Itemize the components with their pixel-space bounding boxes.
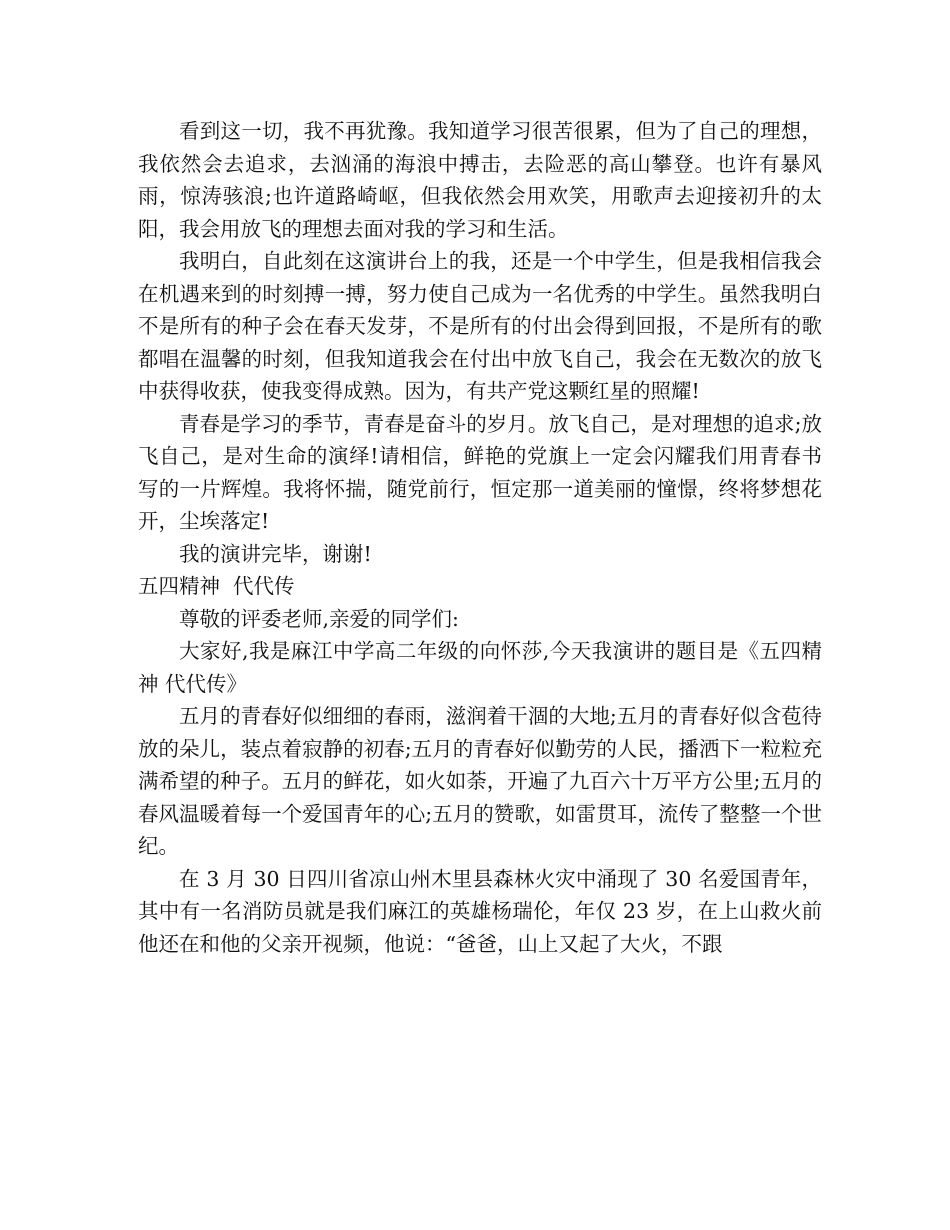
- paragraph: 我的演讲完毕，谢谢!: [179, 541, 372, 566]
- paragraph: 我明白，自此刻在这演讲台上的我，还是一个中学生，但是我相信我会在机遇来到的时刻搏一搏，努力使自己成为一名优秀的中学生。虽然我明白不是所有的种子会在春天发芽，不是所有的付出会得到回报，不是所有的歌都唱在温馨的时刻，但我知道我会在付出中放飞自己，我会在无数次的放飞中获得收获，使我变得成熟。因为，有共产党这颗红星的照耀!: [138, 249, 822, 403]
- document-body: [138, 115, 822, 960]
- section-heading: 五四精神 代代传: [138, 574, 295, 598]
- paragraph: 青春是学习的季节，青春是奋斗的岁月。放飞自己，是对理想的追求;放飞自己，是对生命的演绎!请相信，鲜艳的党旗上一定会闪耀我们用青春书写的一片辉煌。我将怀揣，随党前行，恒定那一道美丽的憧憬，终将梦想花开，尘埃落定!: [138, 411, 822, 533]
- paragraph: 在 3 月 30 日四川省凉山州木里县森林火灾中涌现了 30 名爱国青年，其中有一名消防员就是我们麻江的英雄杨瑞伦，年仅 23 岁，在上山救火前他还在和他的父亲开视频，他说：“爸爸，山上又起了大火，不跟: [138, 866, 822, 956]
- paragraph: 尊敬的评委老师,亲爱的同学们:: [179, 606, 459, 631]
- paragraph: 大家好,我是麻江中学高二年级的向怀莎,今天我演讲的题目是《五四精神 代代传》: [138, 639, 822, 696]
- paragraph: 五月的青春好似细细的春雨，滋润着干涸的大地;五月的青春好似含苞待放的朵儿，装点着寂静的初春;五月的青春好似勤劳的人民，播洒下一粒粒充满希望的种子。五月的鲜花，如火如荼，开遍了九百六十万平方公里;五月的春风温暖着每一个爱国青年的心;五月的赞歌，如雷贯耳，流传了整整一个世纪。: [138, 704, 822, 858]
- paragraph: 看到这一切，我不再犹豫。我知道学习很苦很累，但为了自己的理想，我依然会去追求，去汹涌的海浪中搏击，去险恶的高山攀登。也许有暴风雨，惊涛骇浪;也许道路崎岖，但我依然会用欢笑，用歌声去迎接初升的太阳，我会用放飞的理想去面对我的学习和生活。: [138, 119, 822, 241]
